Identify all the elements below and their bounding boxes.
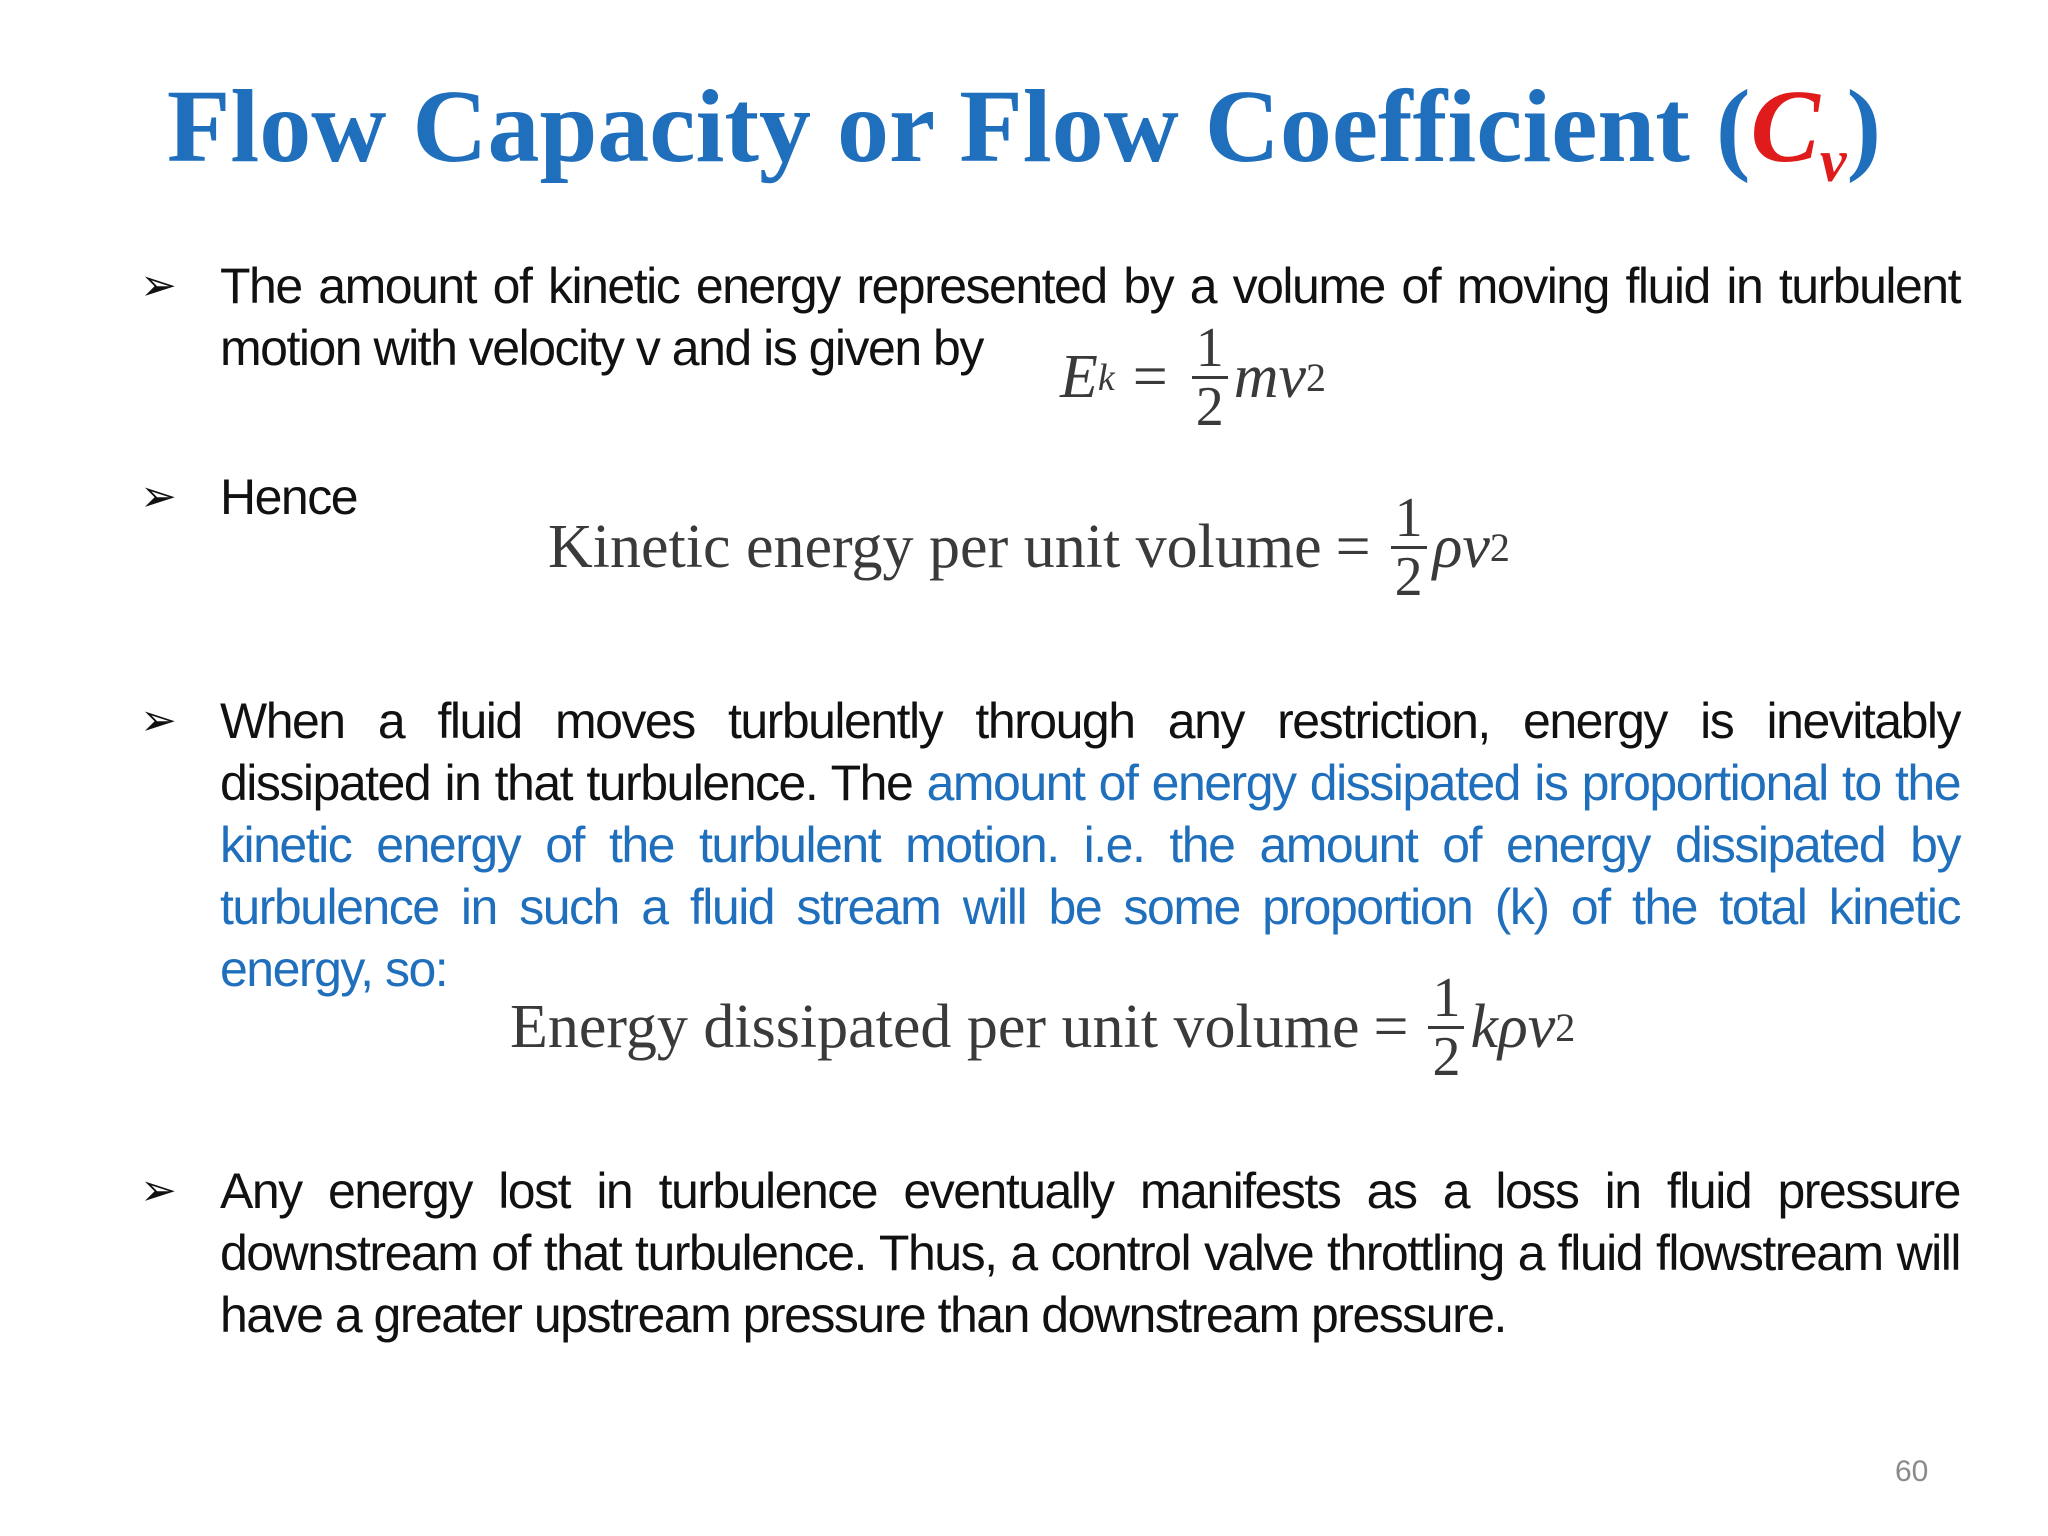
arrow-bullet-icon: ➢ [140, 696, 177, 745]
page-number: 60 [1895, 1455, 1929, 1488]
arrow-bullet-icon: ➢ [140, 261, 177, 310]
flow-coefficient-symbol [1750, 69, 1847, 194]
arrow-bullet-icon: ➢ [140, 472, 177, 521]
formula-fraction [1428, 967, 1464, 1088]
bullet-text-highlight: amount of energy dissipated is proportional to the kinetic energy of the turbulent motion. i.e. the amount of energy dissipated by turbulence in such a fluid stream will be some proportion (k) of the total kinetic energy, so: [220, 755, 1961, 997]
formula-lhs: Energy dissipated per unit volume [510, 993, 1360, 1061]
formula-rhs: mv [1233, 343, 1307, 411]
bullet-text-plain: When a fluid moves turbulently through any restriction, energy is inevitably dissipated in that turbulence. The [220, 693, 1960, 811]
fraction-numerator: 1 [1192, 320, 1228, 379]
formula-equals: = [1132, 343, 1168, 411]
bullet-text [220, 690, 1960, 1000]
formula-lhs: Kinetic energy per unit volume [548, 513, 1322, 581]
formula-rhs: ρv [1432, 513, 1490, 581]
title-close-paren: ) [1846, 69, 1882, 184]
formula-kinetic-energy: E k = $\frac{1}{2}$ mv 2 [1060, 317, 1327, 438]
formula-fraction [1391, 487, 1427, 608]
formula-kinetic-energy-per-volume: Kinetic energy per unit volume = $\frac{1}{2}$ ρv 2 [548, 487, 1510, 608]
formula-equals: = [1373, 993, 1409, 1061]
formula-rhs: kρv [1470, 993, 1556, 1061]
fraction-numerator: 1 [1428, 970, 1464, 1029]
formula-energy-dissipated: Energy dissipated per unit volume = $\frac{1}{2}$ kρv 2 [510, 967, 1576, 1088]
bullet-text: Hence [220, 469, 358, 525]
fraction-denominator: 2 [1394, 546, 1423, 608]
formula-lhs: E [1060, 343, 1098, 411]
slide-title [0, 62, 2048, 192]
fraction-numerator: 1 [1391, 490, 1427, 549]
symbol-letter: C [1750, 69, 1820, 184]
formula-lhs-sub: k [1097, 356, 1115, 399]
fraction-denominator: 2 [1432, 1026, 1461, 1088]
fraction-denominator: 2 [1195, 376, 1224, 438]
bullet-text: Any energy lost in turbulence eventually manifests as a loss in fluid pressure downstream of that turbulence. Thus, a control valve throttling a fluid flowstream will have a greater upstream pressure than downstream pressure. [220, 1163, 1960, 1343]
bullet-text: The amount of kinetic energy represented by a volume of moving fluid in turbulent motion with velocity v and is given by [220, 258, 1960, 376]
formula-equals: = [1335, 513, 1371, 581]
title-text: Flow Capacity or Flow Coefficient ( [166, 69, 1751, 184]
formula-fraction [1192, 317, 1228, 438]
symbol-subscript: v [1819, 128, 1847, 194]
arrow-bullet-icon: ➢ [140, 1166, 177, 1215]
